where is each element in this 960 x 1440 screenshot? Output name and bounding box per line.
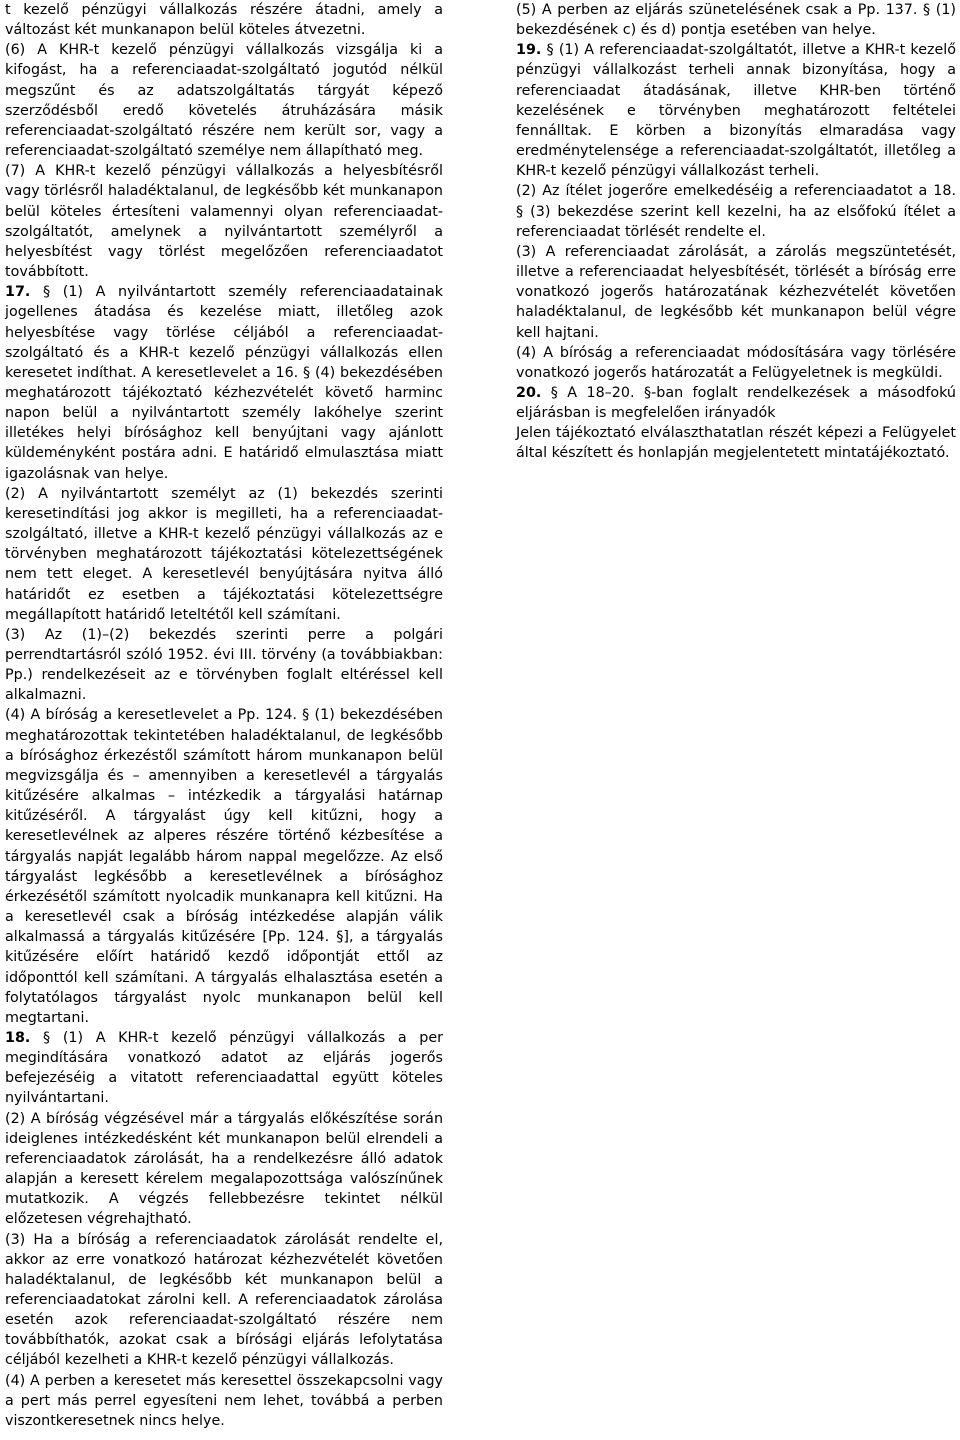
paragraph-16-7: (7) A KHR-t kezelő pénzügyi vállalkozás a helyesbítésről vagy törlésről haladéktalanul, de legkésőbb két munkanapon belül köteles értesíteni valamennyi olyan referenciaadat-szolgáltatót, amelynek a nyilvántartott személyről a helyesbítést vagy törlést megelőzően referenciaadatot továbbított.: [5, 163, 443, 281]
section-19-text: § (1) A referenciaadat-szolgáltatót, illetve a KHR-t kezelő pénzügyi vállalkozást terheli annak bizonyítása, hogy a referenciaadat átadásának, illetve KHR-ben történő kezelésének e törvényben meghatározott feltételei fennálltak. E körben a bizonyítás elmaradása vagy eredménytelensége a referenciaadat-szolgáltatót, illetőleg a KHR-t kezelő pénzügyi vállalkozást terheli.: [516, 42, 957, 180]
section-18-text: § (1) A KHR-t kezelő pénzügyi vállalkozás a per megindítására vonatkozó adatot az eljárás jogerős befejezéséig a vitatott referenciaadattal együtt köteles nyilvántartani.: [5, 1029, 443, 1107]
section-18-paragraph-1: [5, 1028, 443, 1109]
section-20-paragraph: [516, 383, 956, 423]
paragraph-18-4: (4) A perben a keresetet más keresettel összekapcsolni vagy a pert más perrel egyesíteni nem lehet, továbbá a perben viszontkeresetnek nincs helye.: [5, 1372, 443, 1429]
section-19-paragraph-1: [516, 40, 956, 181]
closing-note: Jelen tájékoztató elválaszthatatlan részét képezi a Felügyelet által készített és honlapján megjelentetett mintatájékoztató.: [516, 425, 956, 462]
paragraph-19-3: (3) A referenciaadat zárolását, a zárolás megszüntetését, illetve a referenciaadat helyesbítését, törlését a bíróság erre vonatkozó jogerős határozatának kézhezvételét követően haladéktalanul, de legkésőbb két munkanapon belül végre kell hajtani.: [516, 243, 956, 341]
paragraph-17-3: (3) Az (1)–(2) bekezdés szerinti perre a polgári perrendtartásról szóló 1952. évi III. törvény (a továbbiakban: Pp.) rendelkezéseit az e törvényben foglalt eltéréssel kell alkalmazni.: [5, 626, 443, 704]
section-19-number: 19.: [516, 42, 542, 59]
section-20-text: § A 18–20. §-ban foglalt rendelkezések a másodfokú eljárásban is megfelelően irányadók: [516, 384, 956, 422]
paragraph-18-3: (3) Ha a bíróság a referenciaadatok zárolását rendelte el, akkor az erre vonatkozó határozat kézhezvételét követően haladéktalanul, de legkésőbb két munkanapon belül a referenciaadatokat zárolni kell. A referenciaadatok zárolása esetén azok referenciaadat-szolgáltató részére nem továbbíthatók, azokat csak a bírósági eljárás lefolytatása céljából kezelheti a KHR-t kezelő pénzügyi vállalkozás.: [5, 1231, 443, 1369]
left-column: [5, 0, 443, 1431]
section-17-text: § (1) A nyilvántartott személy referenciaadatainak jogellenes átadása és kezelése miatt, illetőleg azok helyesbítése vagy törlése céljából a referenciaadat-szolgáltató és a KHR-t kezelő pénzügyi vállalkozás ellen keresetet indíthat. A keresetlevelet a 16. § (4) bekezdésében meghatározott tájékoztató kézhezvételét követő harminc napon belül a nyilvántartott személy lakóhelye szerint illetékes helyi bírósághoz kell benyújtani vagy ajánlott küldeményként postára adni. E határidő elmulasztása miatt igazolásnak van helye.: [5, 284, 444, 482]
paragraph-18-2: (2) A bíróság végzésével már a tárgyalás előkészítése során ideiglenes intézkedésként két munkanapon belül elrendeli a referenciaadatok zárolását, ha a rendelkezésre álló adatok alapján a keresett kérelem megalapozottsága valószínűnek mutatkozik. A végzés fellebbezésre tekintet nélkül előzetesen végrehajtható.: [5, 1110, 443, 1228]
paragraph-16-5-continuation: t kezelő pénzügyi vállalkozás részére átadni, amely a változást két munkanapon belül köteles átvezetni.: [5, 2, 443, 39]
paragraph-19-2: (2) Az ítélet jogerőre emelkedéséig a referenciaadatot a 18. § (3) bekezdése szerint kell kezelni, ha az elsőfokú ítélet a referenciaadat törlését rendelte el.: [516, 183, 956, 240]
paragraph-17-2: (2) A nyilvántartott személyt az (1) bekezdés szerinti keresetindítási jog akkor is megilleti, ha a referenciaadat-szolgáltató, illetve a KHR-t kezelő pénzügyi vállalkozás az e törvényben meghatározott tájékoztatási kötelezettségének nem tett eleget. A keresetlevél benyújtására nyitva álló határidőt ez esetben a tájékoztatási kötelezettségre megállapított határidő leteltétől kell számítani.: [5, 485, 443, 623]
paragraph-17-4: (4) A bíróság a keresetlevelet a Pp. 124. § (1) bekezdésében meghatározottak tekintetében haladéktalanul, de legkésőbb a bírósághoz érkezéstől számított három munkanapon belül megvizsgálja és – amennyiben a keresetlevél a tárgyalás kitűzésére alkalmas – intézkedik a tárgyalási határnap kitűzéséről. A tárgyalást úgy kell kitűzni, hogy a keresetlevélnek az alperes részére történő kézbesítése a tárgyalás napját legalább három nappal megelőzze. Az első tárgyalást legkésőbb a keresetlevélnek a bírósághoz érkezésétől számított nyolcadik munkanapra kell kitűzni. Ha a keresetlevél csak a bíróság intézkedése alapján válik alkalmassá a tárgyalás kitűzésére [Pp. 124. §], a tárgyalás kitűzésére előírt határidő kezdő időpontját ettől az időponttól kell számítani. A tárgyalás elhalasztása esetén a folytatólagos tárgyalást nyolc munkanapon belül kell megtartani.: [5, 707, 443, 1026]
section-20-number: 20.: [516, 384, 542, 401]
right-column: [516, 0, 956, 464]
section-18-number: 18.: [5, 1029, 31, 1046]
paragraph-18-5: (5) A perben az eljárás szünetelésének csak a Pp. 137. § (1) bekezdésének c) és d) pontja esetében van helye.: [516, 2, 956, 39]
section-17-number: 17.: [5, 284, 31, 301]
paragraph-19-4: (4) A bíróság a referenciaadat módosítására vagy törlésére vonatkozó jogerős határozatát a Felügyeletnek is megküldi.: [516, 344, 956, 381]
section-17-paragraph-1: [5, 282, 443, 484]
paragraph-16-6: (6) A KHR-t kezelő pénzügyi vállalkozás vizsgálja ki a kifogást, ha a referenciaadat-szolgáltató jogutód nélkül megszűnt és az adatszolgáltatás tárgyát képező szerződésből eredő követelés átruházására másik referenciaadat-szolgáltató részére nem került sor, vagy a referenciaadat-szolgáltató személye nem állapítható meg.: [5, 42, 443, 160]
